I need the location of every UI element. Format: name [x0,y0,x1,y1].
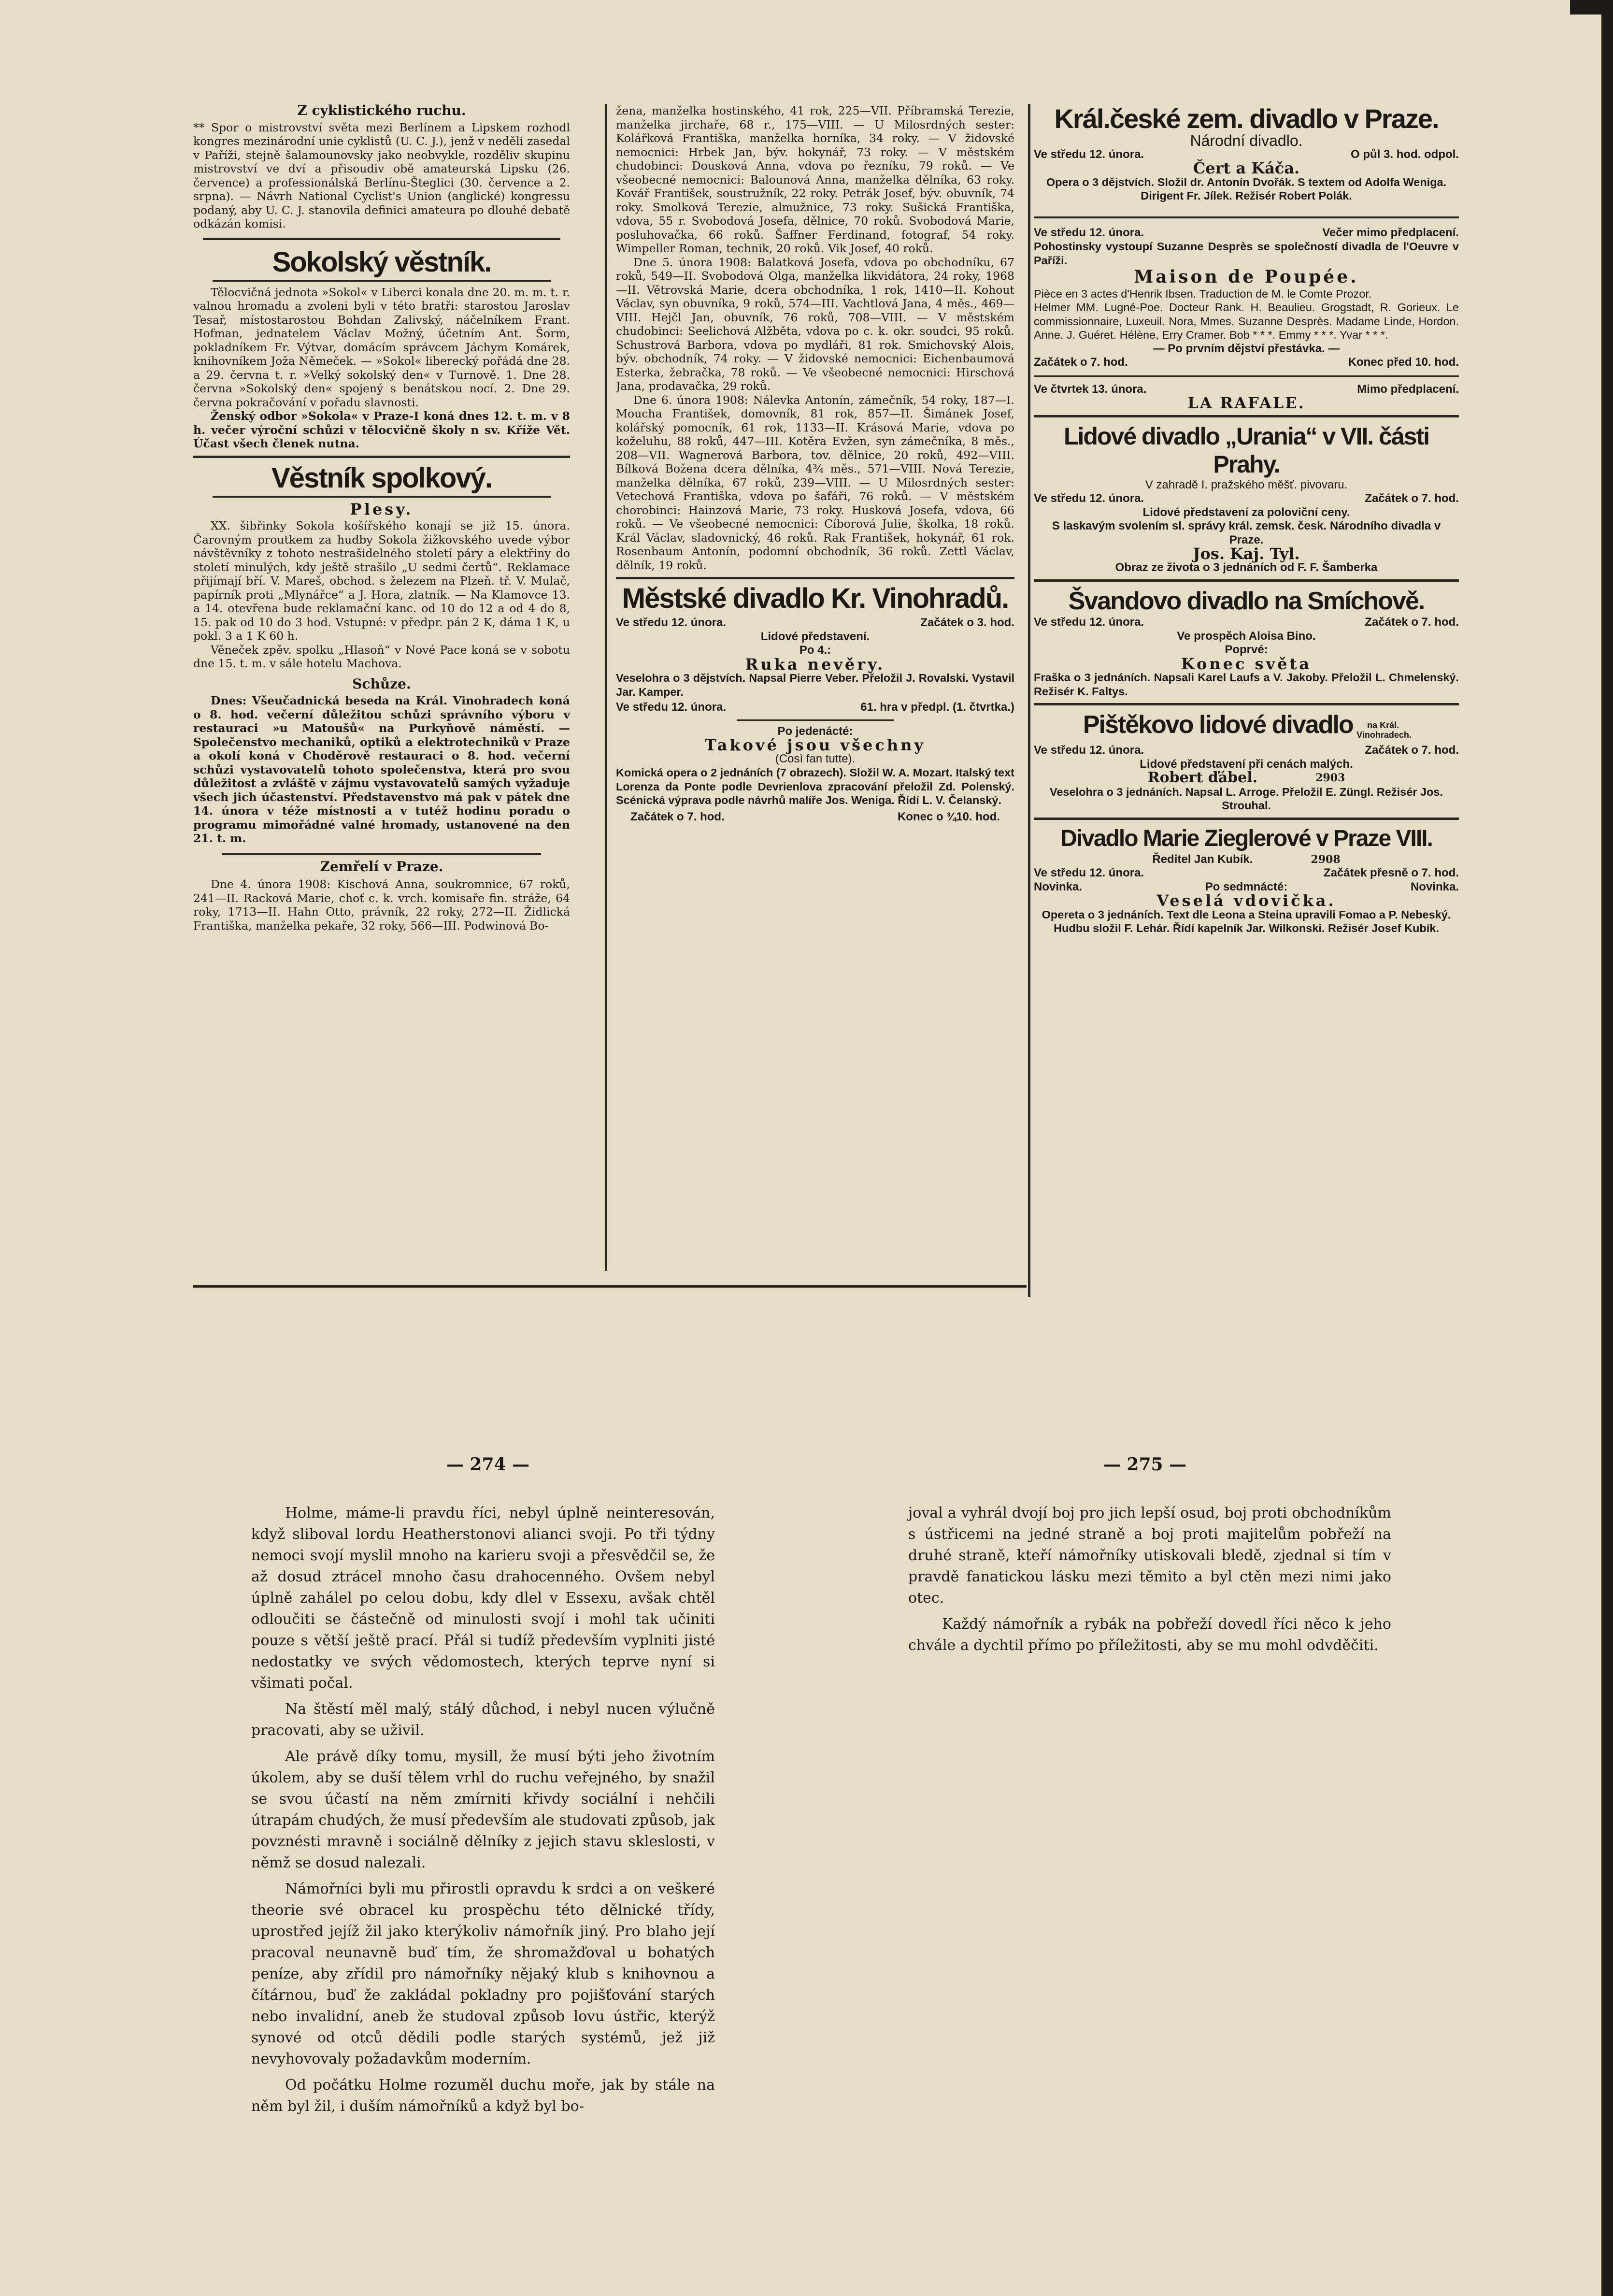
pistek-desc: Veselohra o 3 jednáních. Napsal L. Arroge. Přeložil E. Züngl. Režisér Jos. Strouhal. [1049,785,1443,812]
novel-paragraph: Každý námořník a rybák na pobřeží dovedl říci něco k jeho chvále a dychtil přímo po příležitosti, aby se mu mohl odvděčiti. [908,1616,1391,1654]
divider [1034,216,1459,218]
vinohrady-line-3: Po jedenácté: [777,724,853,738]
page-number-right: — 275 — [1103,1454,1187,1475]
pistek-play: Robert ďábel. [1147,769,1258,786]
vinohrady-date: Ve středu 12. února. [616,616,727,629]
nd-play-3: LA RAFALE. [1187,394,1305,412]
nd-date-3: Ve čtvrtek 13. února. [1034,382,1147,396]
cyklo-text: ** Spor o mistrovství světa mezi Berlínem a Lipskem rozhodl kongres mezinárodní unie cyklistů (U. C. J.), jenž v neděli zasedal v Paříži, stejně šalamounovsky jako neobvykle, rozděliv skupinu mistrovství ve dví a přisoudiv obě amateurská Lipsku (26. července) a professionálská Berlínu-Šteglici (30. července a 2. srpna). — Návrh National Cyclist's Union (anglické) kongressu podaný, aby U. C. J. stanovila definici amateura po dlouhé debatě odkázán komisi. [193,120,570,230]
nd-evening: Večer mimo předplacení. [1322,226,1459,239]
vinohrady-line-2: Po 4.: [799,644,831,657]
nd-play-2: Maison de Poupée. [1134,267,1359,287]
ziegler-start: Začátek přesně o 7. hod. [1323,866,1459,879]
divider [1034,579,1459,582]
urania-play: Jos. Kaj. Tyl. [1193,545,1300,563]
deaths-text-3: Dne 6. února 1908: Nálevka Antonín, zámečník, 54 roky, 187—I. Moucha František, domovník, 81 rok, 857—II. Šimánek Josef, kolářský pomocník, 61 rok, 1133—II. Krásová Marie, vdova po koželuhu, 88 roků, 447—III. Kotěra Evžen, syn zámečníka, 8 měs., 208—VII. Wagnerová Barbora, tov. dělnice, 20 roků, 492—VIII. Bílková Božena dcera dělníka, 4¾ měs., 571—VIII. Nová Terezie, manželka dělníka, 67 roků, 239—VIII. — U Milosrdných sester: Vetechová Františka, vdova po šafáři, 76 roků. — V městském chorobinci: Hainzová Marie, 73 roky. Husková Josefa, vdova, 66 roků. — Ve všeobecné nemocnici: Cíborová Julie, školka, 18 roků. Král Václav, sladovnický, 46 roků. Rak František, hokynář, 61 rok. Rosenbaum Antonín, podomní obchodník, 36 roků. Zettl Václav, dělník, 19 roků. [616,393,1014,572]
middle-column [616,104,1014,1271]
divider [1034,375,1459,377]
column-rule-2 [1028,104,1030,1297]
nd-note: — Po prvním dějství přestávka. — [1153,342,1340,355]
sokol-text-1: Tělocvičná jednota »Sokol« v Liberci konala dne 20. m. m. t. r. valnou hromadu a zvoleni byli v této bratři: starostou Jaroslav Tesař, místostarostou Bohdan Zalivský, náčelníkem Frant. Hofman, jednatelem Václav Možný, účetním Ant. Šorm, pokladníkem Fr. Výtvar, domácím správcem Jáchym Komárek, knihovníkem Joža Němeček. — »Sokol« liberecký pořádá dne 28. a 29. června t. r. »Velký sokolský den« v Turnově. 1. Dne 28. června »Sokolský den« spojený s benátskou nocí. 2. Dne 29. června pokračování v pořadu slavnosti. [193,285,570,409]
divider [1034,415,1459,417]
nd-start: Začátek o 7. hod. [1034,356,1128,369]
nd-desc: Opera o 3 dějstvích. Složil dr. Antonín Dvořák. S textem od Adolfa Weniga. Dirigent Fr. Jílek. Režisér Robert Polák. [1046,175,1447,202]
pistek-start: Začátek o 7. hod. [1365,744,1459,757]
divider [737,719,894,721]
svanda-play: Konec světa [1181,654,1312,673]
svanda-title: Švandovo divadlo na Smíchově. [1068,587,1425,615]
page-corner [1570,0,1613,14]
schuze-text: Dnes: Všeučadnická beseda na Král. Vinohradech koná o 8. hod. večerní důležitou schůzi správního výboru v restauraci »u Matoušů« na Purkyňově náměstí. — Společenstvo mechaniků, optiků a elektrotechniků v Praze a okolí koná v Choděrově restauraci o 8. hod. večerní schůzi vystavovatelů tohoto společenstva, která pro svou důležitost a zvláště v zájmu vystavovatelů samých vyžaduje všech jich účastenství. Představenstvo má pak v pátek dne 14. února v téže místnosti a v tutéž hodinu poradu o programu mimořádné valné hromady, ustanovené na den 21. t. m. [193,694,570,845]
plesy-text-2: Věneček zpěv. spolku „Hlasoň“ v Nové Pace koná se v sobotu dne 15. t. m. v sále hotelu Machova. [193,643,570,670]
novel-paragraph: Od počátku Holme rozuměl duchu moře, jak by stále na něm byl žil, i duším námořníků a když byl bo- [251,2077,715,2115]
urania-title: Lidové divadlo „Urania“ v VII. části Prahy. [1063,422,1429,478]
plesy-text-1: XX. šibřinky Sokola košířského konají se již 15. února. Čarovným proutkem za hudby Sokola žižkovského uvede výbor návštěvníky z tohoto nestrašidelného století páry a elektřiny do století minulých, kdy ještě strašilo „U sedmi čertů“. Reklamace přijímají bří. V. Mareš, obchod. s železem na Plzeň. tř. V. Mulač, papírník proti „Mlynářce“ a J. Hora, zlatník. — Na Klamovce 13. a 14. otevřena bude reklamační kanc. od 10 do 12 a od 4 do 8, 15. pak od 10 do 3 hod. Vstupné: v předpr. pán 2 K, dáma 1 K, u pokl. 3 a 1 K 60 h. [193,519,570,643]
vinohrady-date-2: Ve středu 12. února. [616,701,727,714]
svanda-start: Začátek o 7. hod. [1365,616,1459,629]
pistek-date: Ve středu 12. února. [1034,744,1144,757]
svanda-date: Ve středu 12. února. [1034,616,1144,629]
page-edge [1601,0,1613,2296]
pistek-num: 2903 [1315,772,1345,784]
vinohrady-start: Začátek o 3. hod. [920,616,1014,629]
vinohrady-line-1: Lidové představení. [760,630,870,643]
vinohrady-end-2: Konec o ¾10. hod. [897,810,1000,823]
deaths-text-2: Dne 5. února 1908: Balatková Josefa, vdova po obchodníku, 67 roků, 549—II. Svobodová Olga, manželka likvidátora, 24 roky, 1968—II. Větrovská Marie, dcera obchodníka, 1 rok, 1410—II. Kohout Václav, syn obuvníka, 9 roků, 574—III. Vachtlová Jana, 4 měs., 469—VIII. Hejčl Jan, obuvník, 76 roků, 708—VIII. — V městském chudobinci: Seelichová Alžběta, vdova po c. k. okr. soudci, 95 roků. Schustrová Barbora, vdova po mydláři, 81 rok. Smichovský Alois, býv. obchodník, 74 roky. — V židovské nemocnici: Eichenbaumová Esterka, žebračka, 78 roků. — Ve všeobecné nemocnici: Hirschová Jana, prodavačka, 29 roků. [616,255,1014,393]
vinohrady-play-2: Takové jsou všechny [704,736,926,754]
divider [1034,818,1459,820]
novel-paragraph: Námořníci byli mu přirostli opravdu k srdci a on veškeré theorie své obracel ku prospěchu této dělnické třídy, uprostřed jejíž žil jako kterýkoliv námořník jiný. Pro blaho její pracoval neunavně buď tím, že shromažďoval u bohatých peníze, aby zřídil pro námořníky nějaký klub s knihovnou a čítárnou, buď že zakládal pokladny pro pojišťování starých nebo invalidní, aneb že studoval způsob lovu ústřic, kterýž synové od otců dědili podle starých systémů, jež již nevyhovovaly požadavkům moderním. [251,1880,715,2067]
vinohrady-play-2-sub: (Così fan tutte). [775,752,856,765]
ziegler-new-2: Novinka. [1410,880,1459,893]
divider [222,853,541,855]
vinohrady-title: Městské divadlo Kr. Vinohradů. [622,583,1009,614]
spolk-title: Věstník spolkový. [271,462,492,494]
page-number-left: — 274 — [446,1454,530,1475]
schuze-title: Schůze. [352,675,411,692]
urania-start: Začátek o 7. hod. [1365,492,1459,505]
urania-sub: V zahradě I. pražského měšť. pivovaru. [1145,478,1348,491]
nd-time: O půl 3. hod. odpol. [1351,147,1459,161]
cyklo-title: Z cyklistického ruchu. [297,104,466,118]
vinohrady-desc: Veselohra o 3 dějstvích. Napsal Pierre Veber. Přeložil J. Rovalski. Vystavil Jar. Kamper. [616,672,1014,698]
divider [1034,703,1459,705]
urania-date: Ve středu 12. února. [1034,492,1144,505]
nd-date-2: Ve středu 12. února. [1034,226,1144,239]
zemreli-title: Zemřelí v Praze. [320,858,443,875]
nd-end: Konec před 10. hod. [1348,356,1459,369]
ziegler-desc: Opereta o 3 jednáních. Text dle Leona a Steina upravili Fomao a P. Nebeský. Hudbu složil F. Lehár. Řídí kapelník Jar. Wilkonski. Režisér Josef Kubík. [1042,908,1451,934]
vinohrady-desc-2: Komická opera o 2 jednáních (7 obrazech). Složil W. A. Mozart. Italský text Lorenza da Ponte podle Devrienlova zpracování přeložil Zd. Polenský. Scénická výprava podle návrhů malíře Jos. Wenigа. Řídí L. V. Čelanský. [616,766,1014,806]
svanda-line-2: Poprvé: [1225,643,1268,656]
ziegler-line-1: Po sedmnácté: [1205,880,1288,893]
nd-date: Ve středu 12. února. [1034,147,1144,161]
nd-title: Král.české zem. divadlo v Praze. [1054,104,1439,134]
divider [213,496,551,498]
deaths-text-1: žena, manželka hostinského, 41 rok, 225—VII. Příbramská Terezie, manželka jirchaře, 68 r., 175—VIII. — U Milosrdných sester: Kolářková Františka, manželka horníka, 34 roky. — V židovské nemocnici: Hrbek Jan, býv. hokynář, 73 roky. — V městském chudobinci: Dousková Anna, vdova po řezníku, 79 roků. — Ve všeobecné nemocnici: Balounová Anna, manželka dělníka, 63 roky. Kovář František, soustružník, 22 roky. Petrák Josef, býv. obuvník, 74 roky. Smolková Terezie, almužnice, 73 roky. Sušická Františka, vdova, 55 r. Svobodová Josefa, dělnice, 70 roků. Svobodová Marie, posluhovačka, 66 roků. Šaffner Ferdinand, fotograf, 54 roky. Wimpeller Roman, technik, 20 roků. Vik Josef, 40 roků. [616,104,1014,255]
svanda-desc: Fraška o 3 jednáních. Napsali Karel Laufs a V. Jakoby. Přeložil L. Chmelenský. Režisér K. Faltys. [1034,671,1459,698]
divider [203,238,560,240]
urania-line-1: Lidové představení za poloviční ceny. [1142,505,1350,519]
column-bottom-rule [193,1285,1027,1288]
divider [213,280,551,282]
pistek-suffix: na Král. Vinohradech. [1356,720,1412,740]
nd-cast: Helmer MM. Lugné-Poe. Docteur Rank. H. Beaulieu. Grogstadt, R. Gorieux. Le commissionnaire, Luxeuil. Nora, Mmes. Suzanne Desprès. Madame Linde, Hordon. Anne. J. Guéret. Hélène, Erry Cramer. Bob * * *. Emmy * * *. Yvar * * *. [1034,301,1459,341]
ziegler-title: Divadlo Marie Zieglerové v Praze VIII. [1060,825,1432,851]
pistek-title: Pištěkovo lidové divadlo [1083,711,1353,739]
divider [616,577,1014,579]
ziegler-play: Veselá vdovička. [1156,891,1336,910]
urania-line-2: S laskavým svolením sl. správy král. zemsk. česk. Národního divadla v Praze. [1052,519,1441,546]
left-column [193,104,570,1271]
nd-play: Čert a Káča. [1193,159,1300,177]
ziegler-new: Novinka. [1034,880,1083,893]
novel-left-column [251,1503,715,2122]
ziegler-director: Ředitel Jan Kubík. [1152,852,1253,866]
vinohrady-play: Ruka nevěry. [745,655,885,674]
novel-paragraph: Ale právě díky tomu, mysill, že musí býti jeho životním úkolem, aby se duší tělem vrhl do ruchu veřejného, by snažil se svou účastí na něm zmírniti křivdy sociální i nehčili útrapám chudých, že musí především ale studovati způsob, jak povznésti mravně i sociálně dělníky z jejich stavu skleslosti, v němž se dosud nalezali. [251,1748,715,1871]
zemreli-text: Dne 4. února 1908: Kischová Anna, soukromnice, 67 roků, 241—II. Racková Marie, choť c. k. vrch. komisaře fin. stráže, 64 roky, 1713—II. Hahn Otto, právník, 22 roky, 272—II. Židlická Františka, manželka pekaře, 32 roky, 566—III. Podwinová Bo- [193,877,570,933]
vinohrady-start-2: Začátek o 7. hod. [630,810,725,823]
svanda-line-1: Ve prospěch Aloisa Bino. [1177,629,1316,643]
nd-guest: Pohostinsky vystoupí Suzanne Desprès se společností divadla de l'Oeuvre v Paříži. [1034,240,1459,267]
nd-desc-2: Pièce en 3 actes d'Henrik Ibsen. Traduction de M. le Comte Prozor. [1034,287,1372,300]
sokol-title: Sokolský věstník. [272,246,491,278]
urania-desc: Obraz ze života o 3 jednáních od F. F. Šamberka [1115,560,1378,574]
sokol-text-2: Ženský odbor »Sokola« v Praze-I koná dnes 12. t. m. v 8 h. večer výroční schůzi v tělocvičně školy n sv. Kříže Vět. Účast všech členek nutna. [193,409,570,450]
divider [193,456,570,458]
column-rule-1 [605,104,607,1271]
vinohrady-perf: 61. hra v předpl. (1. čtvrtka.) [860,701,1014,714]
pistek-line-1: Lidové představení při cenách malých. [1140,757,1353,771]
ziegler-date: Ve středu 12. února. [1034,866,1144,879]
novel-paragraph: Holme, máme-li pravdu říci, nebyl úplně neinteresován, když sliboval lordu Heatherstonovi alianci svoji. Po tři týdny nemoci svojí myslil mnoho na karieru svoji a přesvědčil se, že až dosud ztrácel mnoho času drahocenného. Ovšem nebyl úplně zahálel po celou dobu, kdy dlel v Essexu, avšak chtěl odloučiti se částečně od minulosti svojí i mohl tak učiniti pouze s větší ještě prací. Přál si tudíž především vyplniti jisté nedostatky ve svých vědomostech, kterých teprve nyní si všimati počal. [251,1505,715,1692]
right-column [1034,104,1459,1271]
novel-paragraph: joval a vyhrál dvojí boj pro jich lepší osud, boj proti obchodníkům s ústřicemi na jedné straně a boj proti majitelům pobřeží na druhé straně, kteří námořníky utiskovali bledě, zjednal si tím v pravdě fanatickou lásku mezi těmito a byl ctěn mezi nimi jako otec. [908,1505,1391,1607]
plesy-title: Plesy. [350,500,414,518]
novel-paragraph: Na štěstí měl malý, stálý důchod, i nebyl nucen výlučně pracovati, aby se uživil. [251,1701,715,1739]
novel-right-column [908,1503,1391,1661]
nd-outside: Mimo předplacení. [1357,382,1459,396]
nd-sub: Národní divadlo. [1190,132,1303,149]
ziegler-num: 2908 [1311,853,1341,866]
